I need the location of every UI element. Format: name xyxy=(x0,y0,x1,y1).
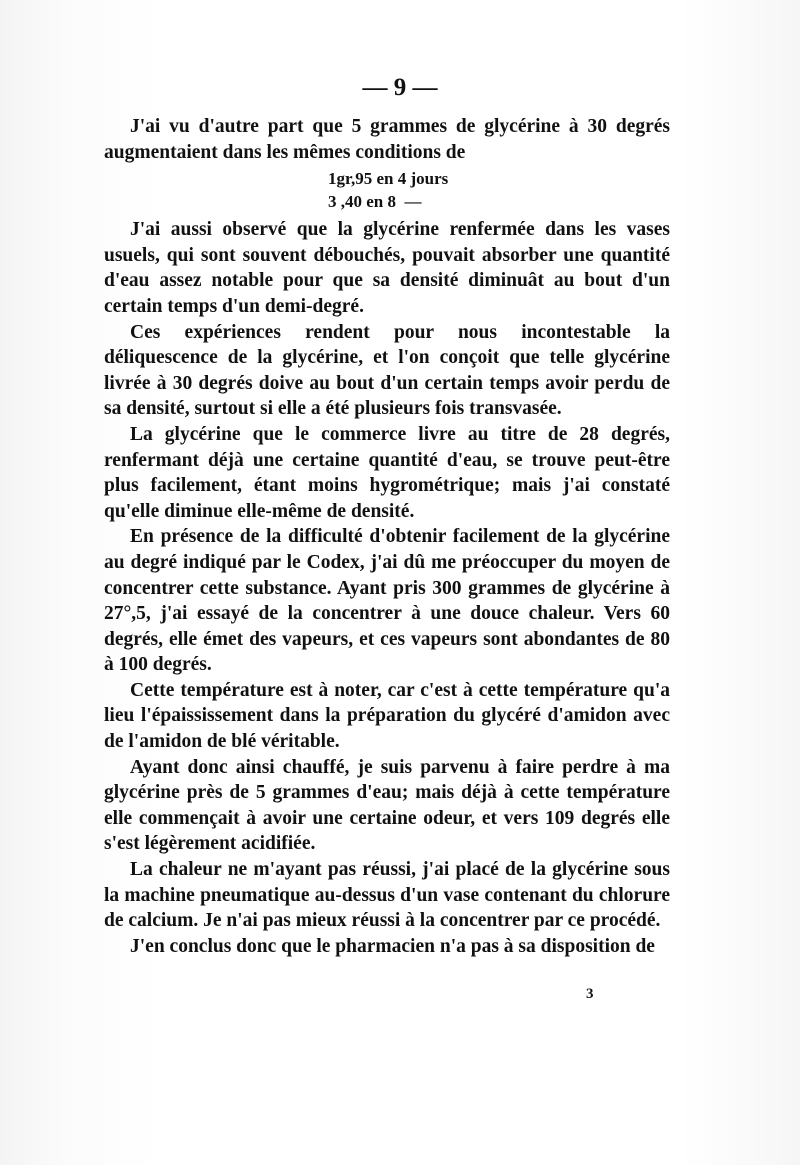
paragraph-5: En présence de la difficulté d'obtenir facilement de la glycérine au degré indiqué par le Codex, j'ai dû me préoccuper du moyen de concentrer cette substance. Ayant pris 300 grammes de glycérine à 27°,5, j'ai essayé de la concentrer à une douce chaleur. Vers 60 degrés, elle émet des vapeurs, et ces vapeurs sont abondantes de 80 à 100 degrés. xyxy=(104,526,670,676)
paragraph-8: La chaleur ne m'ayant pas réussi, j'ai placé de la glycérine sous la machine pneumatique au-dessus d'un vase contenant du chlorure de calcium. Je n'ai pas mieux réussi à la concentrer par ce procédé. xyxy=(104,859,670,932)
paragraph-1: J'ai vu d'autre part que 5 grammes de glycérine à 30 degrés augmentaient dans les mêmes conditions de xyxy=(104,116,670,163)
measurement-line-2: 3 ,40 en 8 — xyxy=(328,192,422,212)
body-text xyxy=(104,114,670,959)
page-number: — 9 — xyxy=(362,74,438,101)
paragraph-2: J'ai aussi observé que la glycérine renfermée dans les vases usuels, qui sont souvent débouchés, pouvait absorber une quantité d'eau assez notable pour que sa densité diminuât au bout d'un certain temps d'un demi-degré. xyxy=(104,219,670,317)
signature-mark: 3 xyxy=(586,986,594,1002)
measurement-line-1: 1gr,95 en 4 jours xyxy=(328,169,449,189)
paragraph-4: La glycérine que le commerce livre au titre de 28 degrés, renfermant déjà une certaine quantité d'eau, se trouve peut-être plus facilement, étant moins hygrométrique; mais j'ai constaté qu'elle diminue elle-même de densité. xyxy=(104,423,670,522)
paragraph-3: Ces expériences rendent pour nous incontestable la déliquescence de la glycérine, et l'on conçoit que telle glycérine livrée à 30 degrés doive au bout d'un certain temps avoir perdu de sa densité, surtout si elle a été plusieurs fois transvasée. xyxy=(104,321,670,420)
measurement-list xyxy=(104,167,670,213)
paragraph-6: Cette température est à noter, car c'est à cette température qu'a lieu l'épaississement dans la préparation du glycéré d'amidon avec de l'amidon de blé véritable. xyxy=(104,679,670,753)
paragraph-7: Ayant donc ainsi chauffé, je suis parvenu à faire perdre à ma glycérine près de 5 grammes d'eau; mais déjà à cette température elle commençait à avoir une certaine odeur, et vers 109 degrés elle s'est légèrement acidifiée. xyxy=(104,756,670,855)
paragraph-9: J'en conclus donc que le pharmacien n'a pas à sa disposition de xyxy=(130,935,655,957)
